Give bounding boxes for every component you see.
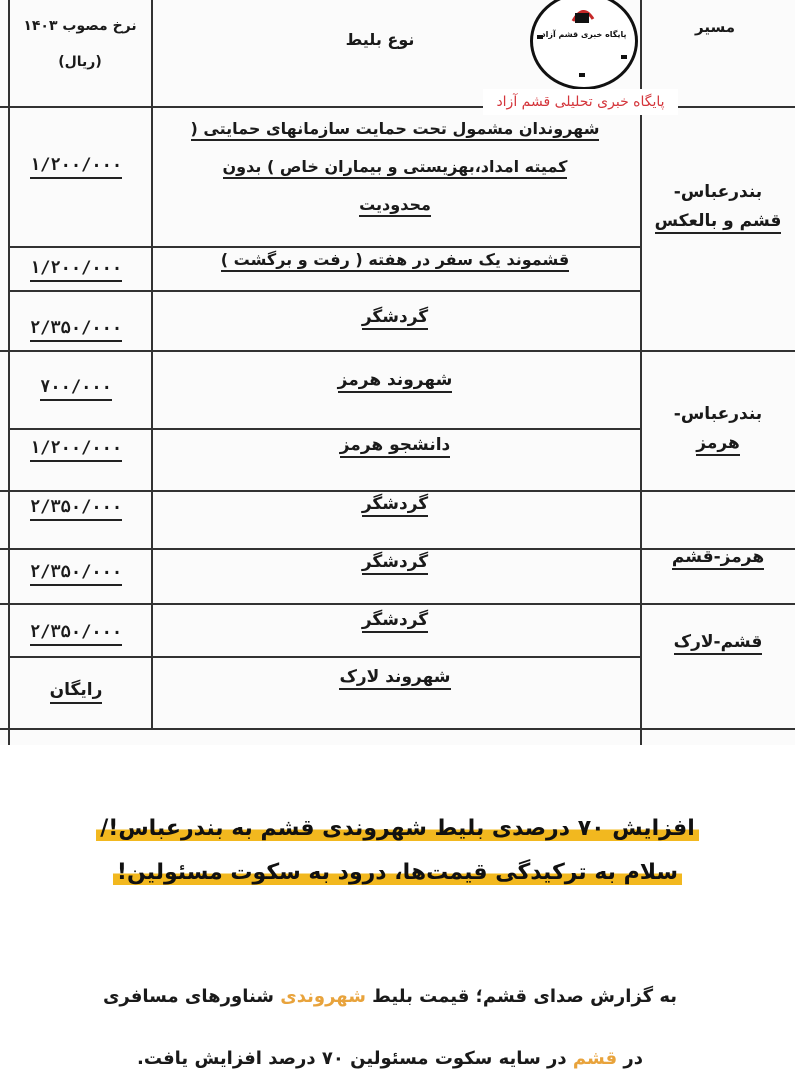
body-line-1: به گزارش صدای قشم؛ قیمت بلیط شهروندی شناورهای مسافری [102,986,678,1007]
price-cell: ۲/۳۵۰/۰۰۰ [6,318,146,338]
route-cell: هرمز-قشم [643,543,793,572]
route-cell: بندرعباس- هرمز [643,400,793,458]
row-divider [8,656,640,658]
headline-line-1: افزایش ۷۰ درصدی بلیط شهروندی قشم به بندرعباس!/ [96,816,699,841]
ticket-type-cell: گردشگر [160,305,630,331]
logo-text: پایگاه خبری قشم آزاد [541,30,627,39]
ticket-type-cell: گردشگر [160,492,630,518]
logo-emblem-icon [533,0,635,87]
table-bottom [0,728,795,730]
route-cell: بندرعباس- قشم و بالعکس [643,178,793,236]
price-cell: ۱/۲۰۰/۰۰۰ [6,258,146,278]
news-body [40,966,740,1090]
header-route: مسیر [694,18,735,36]
headline-line-2: سلام به ترکیدگی قیمت‌ها، درود به سکوت مسئولین! [113,860,682,885]
price-cell: ۱/۲۰۰/۰۰۰ [6,155,146,175]
row-divider [0,350,795,352]
watermark-label: پایگاه خبری تحلیلی قشم آزاد [483,89,678,115]
ticket-type-cell: قشموند یک سفر در هفته ( رفت و برگشت ) [160,248,630,272]
ticket-type-cell: گردشگر [160,608,630,634]
ticket-type-cell: گردشگر [160,550,630,576]
row-divider [8,290,640,292]
ticket-type-cell: شهروند هرمز [160,368,630,394]
row-divider [8,428,640,430]
table-border-left [151,0,153,728]
price-cell: ۲/۳۵۰/۰۰۰ [6,497,146,517]
price-cell: رایگان [6,680,146,700]
header-price: نرخ مصوب ۱۴۰۳ (ریال) [23,18,137,70]
route-cell: قشم-لارک [643,628,793,657]
news-headline [30,807,765,895]
row-divider [0,603,795,605]
accent-word: شهروندی [280,986,366,1007]
ticket-type-cell: دانشجو هرمز [160,433,630,459]
price-cell: ۲/۳۵۰/۰۰۰ [6,562,146,582]
header-ticket-type: نوع بلیط [345,30,415,49]
ticket-type-cell: شهروند لارک [160,665,630,691]
ticket-type-cell: شهروندان مشمول تحت حمایت سازمانهای حمایتی ( کمیته امداد،بهزیستی و بیماران خاص ) بدون محدودیت [160,110,630,224]
news-agency-logo [530,0,638,90]
price-cell: ۱/۲۰۰/۰۰۰ [6,438,146,458]
price-cell: ۷۰۰/۰۰۰ [6,377,146,397]
price-cell: ۲/۳۵۰/۰۰۰ [6,622,146,642]
accent-word: قشم [572,1048,618,1069]
body-line-2: در قشم در سایه سکوت مسئولین ۷۰ درصد افزایش یافت. [136,1048,643,1069]
